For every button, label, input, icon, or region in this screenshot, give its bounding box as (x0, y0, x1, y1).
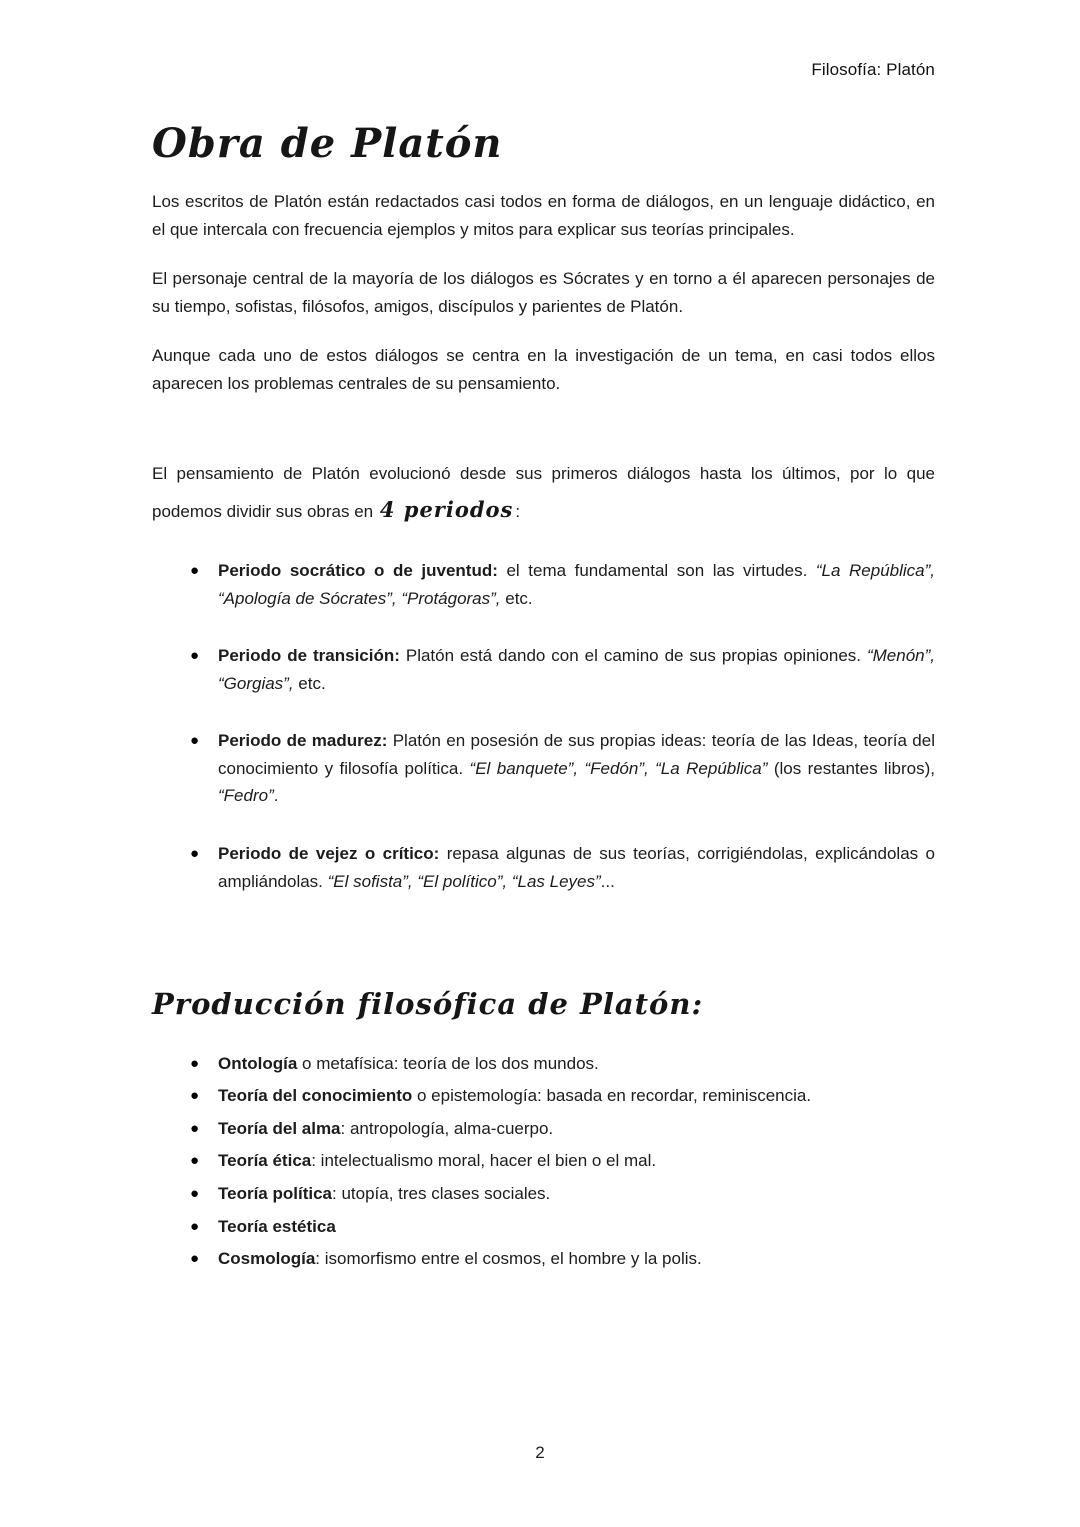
production-label: Cosmología (218, 1249, 316, 1269)
cuatro-periodos-script: 4 periodos (379, 497, 514, 523)
paragraph-intro-dialogos: Los escritos de Platón están redactados casi todos en forma de diálogos, en un lenguaje didáctico, en el que intercala con frecuencia ejemplos y mitos para explicar sus teorías principales. (152, 192, 935, 239)
evolucion-colon: : (515, 502, 521, 522)
list-item-cosmologia (152, 1245, 935, 1273)
list-item-teoria-etica (152, 1147, 935, 1175)
period-works: “La República”, “Apología de Sócrates”, “Protágoras”, (218, 561, 936, 608)
period-text: Platón en posesión de sus propias ideas: teoría de las Ideas, teoría del conocimiento y filosofía política. (218, 731, 935, 778)
bullet-icon: ● (190, 1119, 200, 1137)
list-item-periodo-transicion (152, 642, 935, 697)
production-label: Teoría del conocimiento (218, 1086, 413, 1106)
page-header (152, 60, 935, 80)
period-text: (los restantes libros), (767, 758, 936, 778)
section-heading-produccion: Producción filosófica de Platón: (152, 987, 704, 1022)
bullet-icon: ● (190, 562, 200, 580)
production-label: Teoría ética (218, 1151, 312, 1171)
evolucion-text: El pensamiento de Platón evolucionó desde sus primeros diálogos hasta los últimos, por lo que podemos dividir sus obras en (152, 464, 935, 522)
production-label: Ontología (218, 1053, 298, 1073)
page-title: Obra de Platón (152, 120, 503, 167)
paragraph-evolucion-periodos (152, 457, 935, 531)
period-label: Periodo de vejez o crítico: (218, 843, 440, 863)
period-text: . (273, 786, 279, 806)
production-label: Teoría del alma (218, 1118, 341, 1138)
list-item-periodo-socratico (152, 557, 935, 612)
bullet-icon: ● (190, 1087, 200, 1105)
period-label: Periodo de transición: (218, 646, 400, 666)
bullet-icon: ● (190, 1217, 200, 1235)
periods-list (152, 557, 935, 895)
production-text: : antropología, alma-cuerpo. (340, 1118, 554, 1138)
bullet-icon: ● (190, 1184, 200, 1202)
production-text: o metafísica: teoría de los dos mundos. (297, 1053, 599, 1073)
bullet-icon: ● (190, 732, 200, 750)
period-label: Periodo de madurez: (218, 731, 388, 751)
period-label: Periodo socrático o de juventud: (218, 561, 498, 581)
bullet-icon: ● (190, 1152, 200, 1170)
bullet-icon: ● (190, 844, 200, 862)
page-number: 2 (535, 1443, 545, 1462)
production-text: o epistemología: basada en recordar, reminiscencia. (412, 1086, 812, 1106)
list-item-teoria-conocimiento (152, 1082, 935, 1110)
list-item-teoria-politica (152, 1180, 935, 1208)
production-label: Teoría estética (218, 1216, 336, 1236)
header-text: Filosofía: Platón (811, 60, 935, 79)
list-item-ontologia (152, 1050, 935, 1078)
period-works: “Fedro” (218, 786, 274, 806)
production-text: : intelectualismo moral, hacer el bien o el mal. (311, 1151, 657, 1171)
period-works: “Menón”, “Gorgias”, (218, 646, 935, 693)
period-text: repasa algunas de sus teorías, corrigiéndolas, explicándolas o ampliándolas. (218, 843, 935, 891)
period-text: Platón está dando con el camino de sus propias opiniones. (399, 646, 867, 666)
bullet-icon: ● (190, 1054, 200, 1072)
period-text: ... (600, 871, 615, 891)
production-label: Teoría política (218, 1183, 332, 1203)
bullet-icon: ● (190, 647, 200, 665)
paragraph-personaje-central: El personaje central de la mayoría de los diálogos es Sócrates y en torno a él aparecen personajes de su tiempo, sofistas, filósofos, amigos, discípulos y parientes de Platón. (152, 269, 935, 316)
period-text: etc. (293, 673, 326, 693)
period-text: el tema fundamental son las virtudes. (497, 561, 816, 581)
production-text: : isomorfismo entre el cosmos, el hombre y la polis. (315, 1249, 702, 1269)
period-works: “El sofista”, “El político”, “Las Leyes” (327, 871, 601, 891)
list-item-periodo-madurez (152, 727, 935, 810)
list-item-periodo-vejez (152, 840, 935, 895)
paragraph-problemas-centrales: Aunque cada uno de estos diálogos se centra en la investigación de un tema, en casi todos ellos aparecen los problemas centrales de su pensamiento. (152, 346, 935, 393)
production-list (152, 1050, 935, 1273)
bullet-icon: ● (190, 1250, 200, 1268)
list-item-teoria-estetica (152, 1213, 935, 1241)
production-text: : utopía, tres clases sociales. (332, 1183, 551, 1203)
list-item-teoria-alma (152, 1115, 935, 1143)
period-text: etc. (500, 588, 533, 608)
period-works: “El banquete”, “Fedón”, “La República” (469, 758, 768, 778)
